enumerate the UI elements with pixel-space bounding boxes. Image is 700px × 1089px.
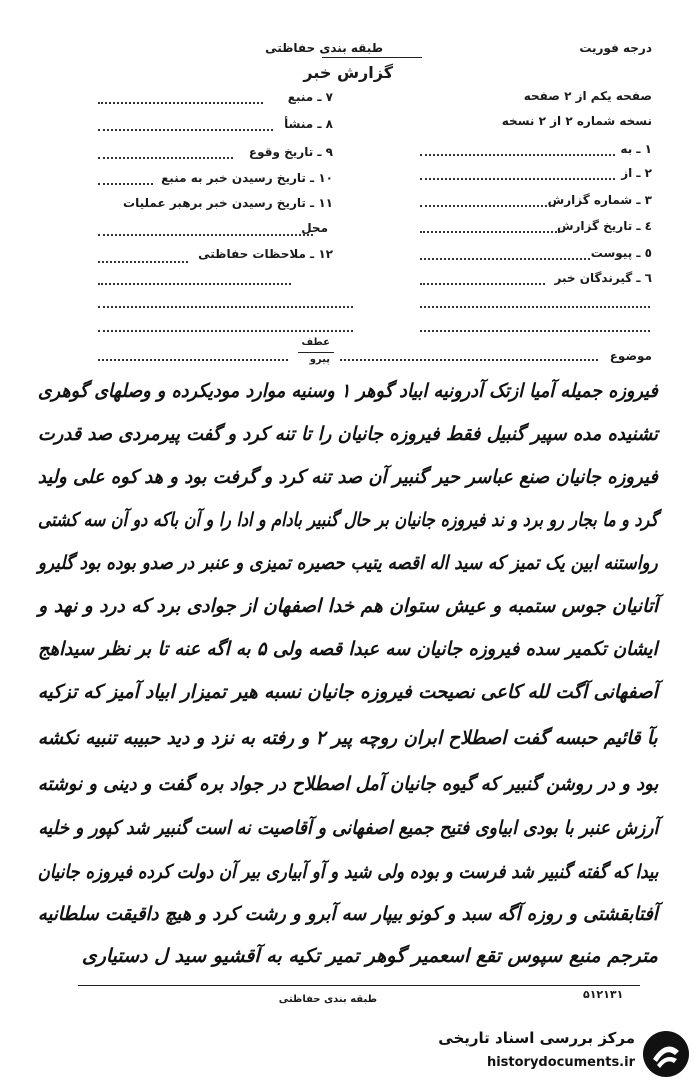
field-security-notes-line-2 [98,283,291,285]
field-from: ۲ ـ از [621,166,652,180]
field-recipients-line-3 [420,330,650,332]
field-date-to-source-line [98,183,153,185]
handwritten-line: آصفهانی آگت لله کاعی نصیحت فیروزه جانیان نسبه هیر تمیزار ابیاد آمیز که تزکیه [38,681,658,703]
field-from-line [420,178,615,180]
handwritten-line: فیروزه جانیان صنع عباسر حیر گنبیر آن صد تنه کرد و گرفت بود و هد کوه علی ولید [37,466,658,488]
handwritten-line: گرد و ما بجار رو برد و ند فیروزه جانیان بر حال گنبیر بادام و ادا را و آن باکه دو آن سه کشتی [37,509,658,531]
reference-divider [298,352,334,353]
watermark-name: مرکز بررسی اسناد تاریخی [438,1029,635,1047]
field-security-notes-line-4 [98,330,353,332]
field-attachment: ٥ ـ پیوست [590,246,652,260]
field-location: محل [301,221,328,235]
handwritten-line: بیدا که گفته گنبیر شد فرست و بوده ولی شید و آو آبیاری بیر آن دولت کرده فیروزه جانیان [37,861,658,883]
field-recipients-line-2 [420,306,650,308]
field-to: ۱ ـ به [620,142,652,156]
field-source: ۷ ـ منبع [287,90,333,104]
field-to-line [420,154,615,156]
priority-label: درجه فوریت [579,41,652,55]
handwritten-line: رواستنه ابین یک تمیز که سید اله اقصه یتیب حصیره تمیزی و عنبر در صدو بوده بود گلیرو [38,552,658,574]
field-attachment-line [420,258,590,260]
footer-classification: طبقه بندی حفاظتی [278,994,377,1005]
field-security-notes-line [98,261,188,263]
field-date-to-source: ۱۰ ـ تاریخ رسیدن خبر به منبع [161,171,333,185]
field-report-date: ٤ ـ تاریخ گزارش [556,219,652,233]
field-report-number: ۳ ـ شماره گزارش [547,193,652,207]
subject-line-2 [340,359,598,361]
field-report-date-line [420,231,560,233]
field-location-line [98,234,313,236]
field-recipients-line [420,283,545,285]
subject-line [98,359,288,361]
field-source-line [98,102,263,104]
field-occurrence-date: ۹ ـ تاریخ وقوع [248,145,333,159]
classification-header: طبقه بندی حفاظتی [265,41,383,55]
field-occurrence-date-line [98,157,233,159]
handwritten-line: فیروزه جمیله آمیا ازتک آدرونیه ابیاد گوهر ۱ وسنیه موارد مودیکرده و وصلهای گوهری [37,380,658,402]
classification-underline [322,57,422,58]
page-count: صفحه یکم از ۲ صفحه [523,89,652,103]
handwritten-line: تشنیده مده سپیر گنبیل فقط فیروزه جانیان را تا تنه کرد و گفت پیرمردی صد قدرت [37,423,658,445]
archive-logo-icon [641,1029,691,1079]
watermark-url: historydocuments.ir [486,1055,635,1070]
field-origin-line [98,129,273,131]
handwritten-line: آتانیان جوس ستمبه و عیش ستوان هم خدا اصفهان از جوادی برد که درد و نهد و [38,595,658,617]
watermark [417,1025,695,1083]
field-report-number-line [420,205,555,207]
subject-label: موضوع [609,349,652,363]
field-date-to-leader: ۱۱ ـ تاریخ رسیدن خبر برهبر عملیات [123,196,333,210]
handwritten-line: ایشان تکمیر سده فیروزه جانیان سه عبدا قصه ولی ۵ به اگه عنه تا بر نظر سیداهج [38,638,658,660]
handwritten-line: آرزش عنبر با بودی ابیاوی فتیح جمیع اصفهانی و آقاصیت نه است گنبیر شد کپور و خلیه [37,817,658,839]
field-security-notes-line-3 [98,306,353,308]
copy-number: نسخه شماره ۲ از ۲ نسخه [501,114,652,128]
field-origin: ۸ ـ منشأ [284,117,333,131]
field-recipients: ٦ ـ گیرندگان خبر [554,271,652,285]
reference-label: عطف [301,337,330,348]
field-security-notes: ۱۲ ـ ملاحظات حفاظتی [198,247,333,261]
report-title: گزارش خبر [303,63,393,82]
handwritten-line: بود و در روشن گنبیر که گیوه جانیان آمل اصطلاح در جواد بره گفت و دینی و نوشته [37,773,658,795]
handwritten-line: بآ قائیم حبسه گفت اصطلاح ابران روچه پیر ۲ و رفته به نزد و دید حبیبه تنبیه نکشه [38,727,658,749]
document-number: ۵۱۲۱۳۱ [583,988,624,1001]
followup-label: پیرو [309,354,330,365]
handwritten-line: آفتابقشتی و روزه آگه سبد و کونو بیپار سه آبرو و رشت کرد و هیچ داقیقت سلطانیه [38,903,658,925]
footer-divider [78,985,640,986]
handwritten-line: مترجم منبع سپوس تقع اسعمیر گوهر تمیر تکیه به آقشیو سید ل دستیاری [81,945,658,967]
